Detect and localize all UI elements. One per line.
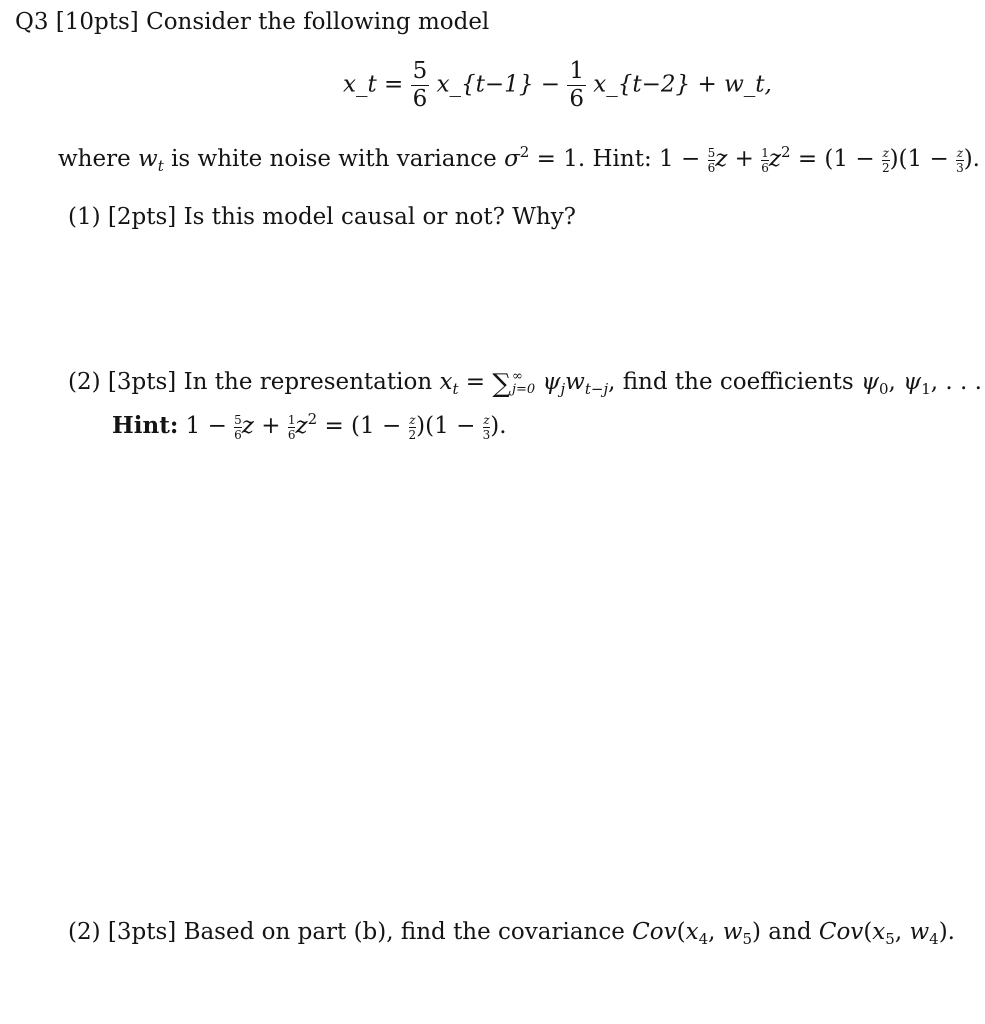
question-heading: Q3 [10pts] Consider the following model bbox=[15, 9, 490, 35]
part-2-hint-expression: 1 − $\frac{5}{6}$ z + $\frac{1}{6}$ $z^2 = (1$ − $\frac{z}{2}$ )(1 − $\frac{z}{3}$ ). bbox=[185, 410, 507, 442]
sigma-squared: $\sigma^2$ bbox=[504, 143, 530, 172]
representation-formula: $x_t$ = ∑ ∞ j=0 $\psi_jw_{t-j}$ bbox=[439, 369, 609, 399]
covariance-2: $Cov(x_5$, $w_4$). bbox=[818, 919, 955, 948]
part-2 bbox=[68, 368, 982, 403]
part-2-hint-label: Hint: bbox=[112, 412, 179, 439]
part-2-text: [3pts] In the representation bbox=[107, 369, 433, 395]
sum-symbol: ∑ bbox=[492, 369, 511, 399]
model-fraction-5-6 bbox=[411, 60, 430, 111]
model-fraction-1-6 bbox=[567, 60, 586, 111]
hint-fraction-z-3: $\frac{z}{3}$ bbox=[482, 412, 491, 442]
where-line bbox=[58, 138, 980, 180]
part-1 bbox=[68, 203, 576, 231]
model-lhs: x_t = bbox=[343, 71, 404, 98]
where-text: where bbox=[58, 146, 131, 172]
part-2-number: (2) bbox=[68, 369, 101, 395]
coefficients-list: $\psi_0$, $\psi_1$, . . . bbox=[860, 369, 982, 398]
hint-fraction-1-6: $\frac{1}{6}$ bbox=[287, 412, 296, 442]
equals-one: = 1. bbox=[536, 146, 586, 172]
part-1-text: [2pts] Is this model causal or not? Why? bbox=[107, 204, 577, 230]
fraction-numerator: 1 bbox=[569, 58, 584, 84]
hint-fraction-5-6: $\frac{5}{6}$ bbox=[234, 412, 242, 442]
part-3-number: (2) bbox=[68, 919, 101, 945]
hint-expression: 1 − $\frac{5}{6}$ z + $\frac{1}{6}$ $z^2 = (1$ − $\frac{z}{2}$ )(1 − $\frac{z}{3}$ ). bbox=[659, 143, 980, 175]
hint-fraction-z-2: $\frac{z}{2}$ bbox=[408, 412, 417, 442]
covariance-1: $Cov(x_4$, $w_5$) bbox=[632, 919, 761, 948]
hint-fraction-5-6: $\frac{5}{6}$ bbox=[707, 145, 716, 175]
sum-limits: ∞ j=0 bbox=[511, 369, 536, 397]
part-2-text-after: , find the coefficients bbox=[608, 369, 854, 395]
hint-fraction-z-2: $\frac{z}{2}$ bbox=[881, 145, 890, 175]
noise-variable: $w_t$ bbox=[138, 146, 164, 175]
model-term1: x_{t−1} − bbox=[436, 71, 561, 98]
part-3-text: [3pts] Based on part (b), find the covariance bbox=[107, 919, 625, 945]
part-3 bbox=[68, 918, 955, 953]
part-2-hint bbox=[112, 405, 507, 441]
hint-fraction-1-6: $\frac{1}{6}$ bbox=[761, 145, 769, 175]
and-text: and bbox=[768, 919, 812, 945]
fraction-denominator: 6 bbox=[569, 86, 584, 112]
where-middle-text: is white noise with variance bbox=[171, 146, 497, 172]
fraction-numerator: 5 bbox=[412, 58, 428, 84]
fraction-denominator: 6 bbox=[412, 86, 428, 112]
model-equation bbox=[343, 60, 772, 111]
hint-fraction-z-3: $\frac{z}{3}$ bbox=[956, 145, 964, 175]
hint-label: Hint: bbox=[592, 146, 652, 172]
part-1-number: (1) bbox=[68, 204, 101, 230]
model-term2: x_{t−2} + w_t, bbox=[593, 71, 772, 98]
